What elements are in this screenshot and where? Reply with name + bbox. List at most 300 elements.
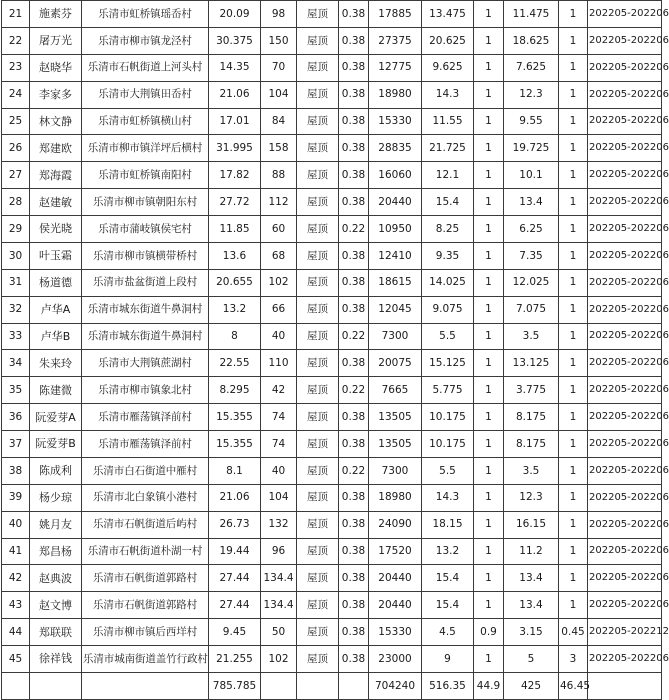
cell-subsidy-a: 14.3 (422, 81, 474, 108)
table-row (2, 404, 662, 431)
cell-period: 202205-202206 (588, 377, 662, 404)
cell-address: 乐清市蒲岐镇侯宅村 (82, 216, 209, 243)
cell-subsidy-b: 1 (474, 592, 504, 619)
cell-row-number: 30 (2, 242, 30, 269)
cell-rate: 0.38 (339, 619, 369, 646)
cell-subsidy-b: 1 (474, 457, 504, 484)
cell-install-type: 屋顶 (297, 619, 339, 646)
cell-subsidy-c: 9.55 (504, 108, 559, 135)
cell-address: 乐清市城东街道牛鼻洞村 (82, 323, 209, 350)
cell-subsidy-a: 9.625 (422, 54, 474, 81)
cell-annual-output: 27375 (369, 27, 422, 54)
cell-row-number: 35 (2, 377, 30, 404)
cell-address: 乐清市白石街道中雁村 (82, 457, 209, 484)
table-row (2, 189, 662, 216)
cell-panel-count: 60 (261, 216, 297, 243)
cell-annual-output: 28835 (369, 135, 422, 162)
cell-panel-count: 134.4 (261, 565, 297, 592)
cell-annual-output: 23000 (369, 646, 422, 673)
cell-annual-output: 7300 (369, 457, 422, 484)
cell-name: 屠万光 (30, 27, 82, 54)
cell-subsidy-b: 1 (474, 350, 504, 377)
cell-subsidy-a: 12.1 (422, 162, 474, 189)
cell-panel-count: 66 (261, 296, 297, 323)
cell-panel-count: 134.4 (261, 592, 297, 619)
table-row (2, 135, 662, 162)
cell-address: 乐清市柳市镇后西垟村 (82, 619, 209, 646)
cell-address: 乐清市虹桥镇横山村 (82, 108, 209, 135)
cell-name: 陈建微 (30, 377, 82, 404)
table-row (2, 431, 662, 458)
cell-row-number: 38 (2, 457, 30, 484)
cell-rate: 0.38 (339, 484, 369, 511)
cell-period: 202205-202206 (588, 457, 662, 484)
cell-name: 郑联联 (30, 619, 82, 646)
cell-rate: 0.38 (339, 296, 369, 323)
cell-name: 杨少琼 (30, 484, 82, 511)
cell-subsidy-b: 1 (474, 511, 504, 538)
cell-row-number: 40 (2, 511, 30, 538)
cell-capacity: 27.72 (209, 189, 261, 216)
cell-period: 202205-202206 (588, 27, 662, 54)
table-row (2, 296, 662, 323)
cell-subsidy-b: 1 (474, 538, 504, 565)
cell-subsidy-a: 15.4 (422, 565, 474, 592)
table-row (2, 242, 662, 269)
cell-panel-count: 112 (261, 189, 297, 216)
cell-panel-count: 102 (261, 269, 297, 296)
cell-install-type: 屋顶 (297, 54, 339, 81)
cell-subsidy-d: 1 (559, 216, 588, 243)
cell-subsidy-a: 5.5 (422, 323, 474, 350)
cell-rate: 0.38 (339, 81, 369, 108)
cell-rate: 0.38 (339, 189, 369, 216)
cell-subsidy-c: 5 (504, 646, 559, 673)
cell-period: 202205-202206 (588, 565, 662, 592)
cell-annual-output: 10950 (369, 216, 422, 243)
cell-subsidy-b: 1 (474, 242, 504, 269)
cell-capacity: 9.45 (209, 619, 261, 646)
cell-capacity: 22.55 (209, 350, 261, 377)
cell-name: 卢华A (30, 296, 82, 323)
cell-install-type: 屋顶 (297, 296, 339, 323)
cell-subsidy-a: 14.025 (422, 269, 474, 296)
total-address (82, 672, 209, 699)
cell-subsidy-b: 1 (474, 323, 504, 350)
cell-subsidy-c: 12.3 (504, 81, 559, 108)
cell-name: 赵典波 (30, 565, 82, 592)
cell-address: 乐清市城南街道盖竹行政村 (82, 646, 209, 673)
cell-subsidy-a: 9 (422, 646, 474, 673)
cell-period: 202205-202206 (588, 189, 662, 216)
cell-subsidy-a: 14.3 (422, 484, 474, 511)
total-rate (339, 672, 369, 699)
cell-subsidy-d: 1 (559, 296, 588, 323)
cell-annual-output: 7300 (369, 323, 422, 350)
cell-panel-count: 110 (261, 350, 297, 377)
cell-subsidy-d: 1 (559, 511, 588, 538)
cell-name: 郑建欧 (30, 135, 82, 162)
table-row (2, 216, 662, 243)
cell-rate: 0.38 (339, 404, 369, 431)
cell-rate: 0.38 (339, 242, 369, 269)
cell-subsidy-c: 16.15 (504, 511, 559, 538)
cell-subsidy-d: 3 (559, 646, 588, 673)
cell-panel-count: 68 (261, 242, 297, 269)
cell-capacity: 27.44 (209, 592, 261, 619)
cell-subsidy-a: 15.4 (422, 592, 474, 619)
cell-row-number: 28 (2, 189, 30, 216)
cell-annual-output: 20440 (369, 189, 422, 216)
cell-subsidy-d: 1 (559, 538, 588, 565)
cell-subsidy-a: 21.725 (422, 135, 474, 162)
cell-address: 乐清市大荆镇田岙村 (82, 81, 209, 108)
totals-row (2, 672, 662, 699)
cell-subsidy-b: 1 (474, 565, 504, 592)
cell-install-type: 屋顶 (297, 1, 339, 28)
cell-subsidy-d: 1 (559, 242, 588, 269)
cell-name: 徐祥钱 (30, 646, 82, 673)
cell-subsidy-d: 0.45 (559, 619, 588, 646)
cell-subsidy-b: 1 (474, 108, 504, 135)
cell-annual-output: 18615 (369, 269, 422, 296)
cell-subsidy-a: 8.25 (422, 216, 474, 243)
table-row (2, 592, 662, 619)
cell-install-type: 屋顶 (297, 135, 339, 162)
cell-capacity: 8 (209, 323, 261, 350)
cell-subsidy-a: 13.2 (422, 538, 474, 565)
cell-subsidy-a: 10.175 (422, 431, 474, 458)
cell-row-number: 45 (2, 646, 30, 673)
cell-row-number: 26 (2, 135, 30, 162)
cell-install-type: 屋顶 (297, 404, 339, 431)
cell-subsidy-b: 1 (474, 269, 504, 296)
cell-name: 阮爱芽A (30, 404, 82, 431)
cell-period: 202205-202206 (588, 54, 662, 81)
cell-panel-count: 104 (261, 484, 297, 511)
cell-panel-count: 74 (261, 431, 297, 458)
cell-panel-count: 40 (261, 457, 297, 484)
cell-annual-output: 20075 (369, 350, 422, 377)
cell-row-number: 34 (2, 350, 30, 377)
total-capacity: 785.785 (209, 672, 261, 699)
cell-rate: 0.38 (339, 135, 369, 162)
cell-subsidy-b: 1 (474, 135, 504, 162)
cell-panel-count: 84 (261, 108, 297, 135)
cell-name: 赵晓华 (30, 54, 82, 81)
cell-subsidy-b: 1 (474, 377, 504, 404)
cell-period: 202205-202206 (588, 216, 662, 243)
cell-period: 202205-202206 (588, 592, 662, 619)
cell-subsidy-b: 1 (474, 162, 504, 189)
cell-subsidy-c: 19.725 (504, 135, 559, 162)
cell-subsidy-d: 1 (559, 135, 588, 162)
cell-install-type: 屋顶 (297, 538, 339, 565)
cell-subsidy-c: 6.25 (504, 216, 559, 243)
cell-install-type: 屋顶 (297, 511, 339, 538)
table-row (2, 511, 662, 538)
cell-install-type: 屋顶 (297, 565, 339, 592)
cell-name: 阮爱芽B (30, 431, 82, 458)
cell-capacity: 13.6 (209, 242, 261, 269)
cell-annual-output: 15330 (369, 108, 422, 135)
cell-subsidy-a: 4.5 (422, 619, 474, 646)
cell-capacity: 15.355 (209, 404, 261, 431)
cell-install-type: 屋顶 (297, 216, 339, 243)
total-subsidy-d: 46.45 (559, 672, 588, 699)
cell-address: 乐清市雁荡镇泽前村 (82, 404, 209, 431)
cell-rate: 0.38 (339, 269, 369, 296)
cell-panel-count: 150 (261, 27, 297, 54)
total-name (30, 672, 82, 699)
table-row (2, 81, 662, 108)
table-row (2, 619, 662, 646)
cell-subsidy-c: 7.35 (504, 242, 559, 269)
cell-rate: 0.38 (339, 54, 369, 81)
cell-annual-output: 18980 (369, 484, 422, 511)
cell-address: 乐清市虹桥镇南阳村 (82, 162, 209, 189)
cell-period: 202205-202206 (588, 1, 662, 28)
cell-period: 202205-202206 (588, 431, 662, 458)
cell-name: 郑海霞 (30, 162, 82, 189)
cell-panel-count: 98 (261, 1, 297, 28)
cell-subsidy-d: 1 (559, 269, 588, 296)
cell-subsidy-c: 13.4 (504, 565, 559, 592)
cell-subsidy-a: 5.5 (422, 457, 474, 484)
cell-subsidy-d: 1 (559, 189, 588, 216)
cell-address: 乐清市大荆镇蔗湖村 (82, 350, 209, 377)
cell-install-type: 屋顶 (297, 592, 339, 619)
cell-annual-output: 15330 (369, 619, 422, 646)
cell-subsidy-c: 12.3 (504, 484, 559, 511)
cell-row-number: 21 (2, 1, 30, 28)
cell-panel-count: 40 (261, 323, 297, 350)
cell-capacity: 8.295 (209, 377, 261, 404)
table-row (2, 162, 662, 189)
cell-panel-count: 132 (261, 511, 297, 538)
cell-subsidy-c: 7.625 (504, 54, 559, 81)
cell-annual-output: 20440 (369, 565, 422, 592)
cell-row-number: 37 (2, 431, 30, 458)
cell-name: 杨道德 (30, 269, 82, 296)
cell-subsidy-d: 1 (559, 323, 588, 350)
cell-capacity: 14.35 (209, 54, 261, 81)
cell-capacity: 8.1 (209, 457, 261, 484)
cell-period: 202205-202206 (588, 350, 662, 377)
cell-name: 李家多 (30, 81, 82, 108)
cell-annual-output: 24090 (369, 511, 422, 538)
cell-period: 202205-202206 (588, 296, 662, 323)
cell-rate: 0.38 (339, 538, 369, 565)
cell-rate: 0.38 (339, 108, 369, 135)
cell-address: 乐清市柳市镇象北村 (82, 377, 209, 404)
cell-row-number: 33 (2, 323, 30, 350)
cell-subsidy-c: 13.4 (504, 189, 559, 216)
cell-subsidy-b: 1 (474, 1, 504, 28)
table-row (2, 377, 662, 404)
cell-subsidy-c: 10.1 (504, 162, 559, 189)
cell-subsidy-d: 1 (559, 162, 588, 189)
cell-row-number: 24 (2, 81, 30, 108)
cell-row-number: 43 (2, 592, 30, 619)
cell-subsidy-c: 13.4 (504, 592, 559, 619)
cell-panel-count: 74 (261, 404, 297, 431)
cell-capacity: 26.73 (209, 511, 261, 538)
cell-subsidy-c: 12.025 (504, 269, 559, 296)
cell-subsidy-a: 10.175 (422, 404, 474, 431)
cell-install-type: 屋顶 (297, 484, 339, 511)
cell-subsidy-c: 3.5 (504, 457, 559, 484)
cell-name: 朱来玲 (30, 350, 82, 377)
table-row (2, 457, 662, 484)
cell-subsidy-c: 8.175 (504, 431, 559, 458)
cell-address: 乐清市雁荡镇泽前村 (82, 431, 209, 458)
cell-row-number: 44 (2, 619, 30, 646)
cell-capacity: 20.655 (209, 269, 261, 296)
table-row (2, 350, 662, 377)
total-install-type (297, 672, 339, 699)
cell-capacity: 31.995 (209, 135, 261, 162)
table-row (2, 538, 662, 565)
cell-subsidy-d: 1 (559, 350, 588, 377)
cell-subsidy-d: 1 (559, 431, 588, 458)
cell-panel-count: 158 (261, 135, 297, 162)
cell-capacity: 21.06 (209, 484, 261, 511)
cell-subsidy-b: 1 (474, 54, 504, 81)
cell-subsidy-b: 1 (474, 296, 504, 323)
cell-subsidy-d: 1 (559, 484, 588, 511)
cell-address: 乐清市石帆街道郭路村 (82, 565, 209, 592)
cell-address: 乐清市虹桥镇瑶岙村 (82, 1, 209, 28)
total-subsidy-b: 44.9 (474, 672, 504, 699)
cell-period: 202205-202206 (588, 484, 662, 511)
cell-subsidy-b: 0.9 (474, 619, 504, 646)
cell-name: 赵文博 (30, 592, 82, 619)
cell-subsidy-c: 3.5 (504, 323, 559, 350)
cell-name: 施素芬 (30, 1, 82, 28)
total-subsidy-a: 516.35 (422, 672, 474, 699)
cell-address: 乐清市柳市镇洋坪后横村 (82, 135, 209, 162)
cell-period: 202205-202212 (588, 619, 662, 646)
cell-subsidy-a: 9.35 (422, 242, 474, 269)
cell-rate: 0.22 (339, 377, 369, 404)
cell-name: 陈成利 (30, 457, 82, 484)
cell-name: 赵建敏 (30, 189, 82, 216)
cell-row-number: 32 (2, 296, 30, 323)
cell-capacity: 15.355 (209, 431, 261, 458)
cell-capacity: 30.375 (209, 27, 261, 54)
cell-period: 202205-202206 (588, 135, 662, 162)
cell-row-number: 23 (2, 54, 30, 81)
cell-address: 乐清市柳市镇横带桥村 (82, 242, 209, 269)
cell-annual-output: 7665 (369, 377, 422, 404)
cell-annual-output: 16060 (369, 162, 422, 189)
cell-panel-count: 70 (261, 54, 297, 81)
cell-subsidy-d: 1 (559, 457, 588, 484)
cell-capacity: 17.82 (209, 162, 261, 189)
cell-panel-count: 96 (261, 538, 297, 565)
cell-install-type: 屋顶 (297, 27, 339, 54)
cell-subsidy-b: 1 (474, 404, 504, 431)
cell-subsidy-b: 1 (474, 27, 504, 54)
cell-rate: 0.22 (339, 457, 369, 484)
cell-row-number: 41 (2, 538, 30, 565)
cell-subsidy-c: 13.125 (504, 350, 559, 377)
cell-rate: 0.22 (339, 216, 369, 243)
cell-subsidy-c: 3.775 (504, 377, 559, 404)
total-period (588, 672, 662, 699)
cell-subsidy-d: 1 (559, 54, 588, 81)
cell-period: 202205-202206 (588, 108, 662, 135)
table-row (2, 54, 662, 81)
table-row (2, 269, 662, 296)
cell-address: 乐清市石帆街道后屿村 (82, 511, 209, 538)
table-row (2, 1, 662, 28)
cell-subsidy-c: 18.625 (504, 27, 559, 54)
cell-name: 郑昌杨 (30, 538, 82, 565)
cell-rate: 0.38 (339, 592, 369, 619)
cell-address: 乐清市石帆街道朴湖一村 (82, 538, 209, 565)
cell-annual-output: 12410 (369, 242, 422, 269)
cell-annual-output: 13505 (369, 404, 422, 431)
cell-annual-output: 12775 (369, 54, 422, 81)
cell-subsidy-d: 1 (559, 404, 588, 431)
cell-subsidy-d: 1 (559, 377, 588, 404)
cell-address: 乐清市城东街道牛鼻洞村 (82, 296, 209, 323)
cell-subsidy-b: 1 (474, 216, 504, 243)
cell-subsidy-d: 1 (559, 81, 588, 108)
cell-subsidy-a: 5.775 (422, 377, 474, 404)
total-annual-output: 704240 (369, 672, 422, 699)
cell-rate: 0.38 (339, 162, 369, 189)
cell-period: 202205-202206 (588, 404, 662, 431)
cell-install-type: 屋顶 (297, 81, 339, 108)
cell-panel-count: 50 (261, 619, 297, 646)
cell-row-number: 29 (2, 216, 30, 243)
cell-annual-output: 17885 (369, 1, 422, 28)
cell-period: 202205-202206 (588, 81, 662, 108)
cell-subsidy-b: 1 (474, 81, 504, 108)
cell-name: 林文静 (30, 108, 82, 135)
cell-annual-output: 17520 (369, 538, 422, 565)
cell-subsidy-a: 15.125 (422, 350, 474, 377)
cell-subsidy-a: 15.4 (422, 189, 474, 216)
cell-capacity: 27.44 (209, 565, 261, 592)
cell-subsidy-b: 1 (474, 646, 504, 673)
cell-subsidy-c: 8.175 (504, 404, 559, 431)
cell-period: 202205-202206 (588, 242, 662, 269)
cell-subsidy-c: 11.2 (504, 538, 559, 565)
cell-name: 姚月友 (30, 511, 82, 538)
cell-rate: 0.38 (339, 646, 369, 673)
cell-panel-count: 104 (261, 81, 297, 108)
cell-address: 乐清市石帆街道郭路村 (82, 592, 209, 619)
cell-period: 202205-202206 (588, 269, 662, 296)
cell-capacity: 11.85 (209, 216, 261, 243)
cell-install-type: 屋顶 (297, 189, 339, 216)
cell-annual-output: 12045 (369, 296, 422, 323)
cell-row-number: 31 (2, 269, 30, 296)
cell-panel-count: 102 (261, 646, 297, 673)
cell-subsidy-d: 1 (559, 27, 588, 54)
cell-install-type: 屋顶 (297, 269, 339, 296)
cell-address: 乐清市石帆街道上河头村 (82, 54, 209, 81)
cell-subsidy-d: 1 (559, 592, 588, 619)
cell-subsidy-d: 1 (559, 1, 588, 28)
cell-name: 侯光晓 (30, 216, 82, 243)
cell-subsidy-c: 7.075 (504, 296, 559, 323)
cell-name: 叶玉霜 (30, 242, 82, 269)
